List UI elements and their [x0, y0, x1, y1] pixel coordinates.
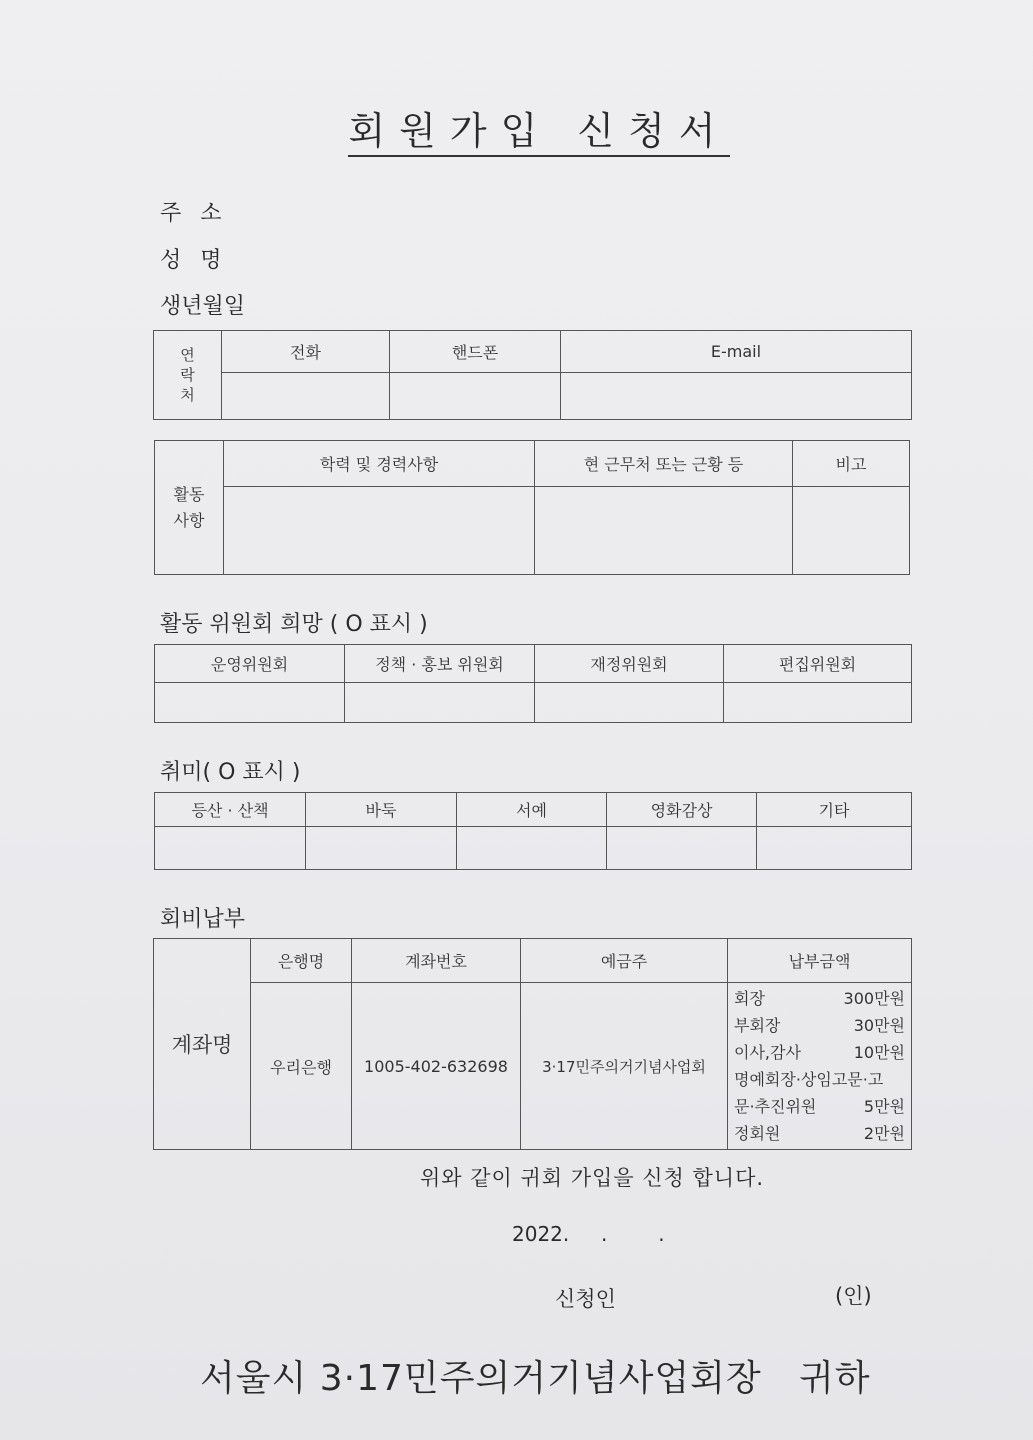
committee-policy-cell[interactable] [345, 683, 535, 723]
fee-heading: 회비납부 [160, 907, 246, 932]
hobby-calligraphy-cell[interactable] [457, 827, 607, 870]
contact-table [153, 330, 912, 420]
activity-header-notes: 비고 [793, 441, 910, 487]
hobby-hiking-cell[interactable] [155, 827, 306, 870]
contact-mobile-cell[interactable] [390, 373, 561, 420]
contact-header-email: E-mail [561, 331, 912, 373]
addressee: 서울시 3·17민주의거기념사업회장 귀하 [200, 1358, 871, 1399]
form-title: 회원가입 신청서 [0, 100, 1033, 155]
hobby-header-hiking: 등산 · 산책 [155, 793, 306, 827]
hobby-header-other: 기타 [757, 793, 912, 827]
fee-table [153, 938, 912, 1150]
hobby-header-calligraphy: 서예 [457, 793, 607, 827]
activity-header-work: 현 근무처 또는 근황 등 [535, 441, 793, 487]
committee-header-finance: 재정위원회 [535, 645, 724, 683]
activity-side-label: 활동 사항 [155, 441, 224, 575]
name-label: 성 명 [160, 248, 228, 273]
activity-header-career: 학력 및 경력사항 [224, 441, 535, 487]
hobby-heading: 취미( O 표시 ) [160, 760, 301, 785]
hobby-table [154, 792, 912, 870]
activity-table [154, 440, 910, 575]
activity-notes-cell[interactable] [793, 487, 910, 575]
contact-side-label: 연 락 처 [154, 331, 222, 420]
committee-header-editorial: 편집위원회 [724, 645, 912, 683]
application-date: 2022. . . [512, 1222, 665, 1246]
fee-row-director: 이사,감사 10만원 [734, 1043, 905, 1062]
confirm-statement: 위와 같이 귀회 가입을 신청 합니다. [420, 1166, 765, 1190]
contact-header-phone: 전화 [222, 331, 390, 373]
hobby-header-baduk: 바둑 [306, 793, 457, 827]
applicant-label: 신청인 [555, 1287, 616, 1311]
fee-row-president: 회장 300만원 [734, 989, 905, 1008]
fee-header-account: 계좌번호 [352, 939, 521, 983]
committee-heading: 활동 위원회 희망 ( O 표시 ) [160, 612, 428, 637]
committee-finance-cell[interactable] [535, 683, 724, 723]
fee-holder-value: 3·17민주의거기념사업회 [521, 983, 728, 1150]
address-label: 주 소 [160, 201, 228, 226]
hobby-movies-cell[interactable] [607, 827, 757, 870]
hobby-baduk-cell[interactable] [306, 827, 457, 870]
seal-label: (인) [835, 1284, 872, 1308]
fee-row-vice-president: 부회장 30만원 [734, 1016, 905, 1035]
committee-header-policy: 정책 · 홍보 위원회 [345, 645, 535, 683]
fee-side-label: 계좌명 [154, 939, 251, 1150]
contact-email-cell[interactable] [561, 373, 912, 420]
committee-operations-cell[interactable] [155, 683, 345, 723]
activity-career-cell[interactable] [224, 487, 535, 575]
contact-phone-cell[interactable] [222, 373, 390, 420]
fee-bank-value: 우리은행 [251, 983, 352, 1150]
fee-amount-list [728, 983, 912, 1150]
hobby-header-movies: 영화감상 [607, 793, 757, 827]
fee-row-honorary: 명예회장·상임고문·고 [734, 1070, 884, 1089]
activity-work-cell[interactable] [535, 487, 793, 575]
fee-header-amount: 납부금액 [728, 939, 912, 983]
hobby-other-cell[interactable] [757, 827, 912, 870]
fee-row-regular: 정회원 2만원 [734, 1124, 905, 1143]
fee-header-holder: 예금주 [521, 939, 728, 983]
fee-header-bank: 은행명 [251, 939, 352, 983]
committee-header-operations: 운영위원회 [155, 645, 345, 683]
committee-editorial-cell[interactable] [724, 683, 912, 723]
fee-row-advisor: 문·추진위원 5만원 [734, 1097, 905, 1116]
birthdate-label: 생년월일 [160, 294, 246, 319]
committee-table [154, 644, 912, 723]
contact-header-mobile: 핸드폰 [390, 331, 561, 373]
fee-account-value: 1005-402-632698 [352, 983, 521, 1150]
